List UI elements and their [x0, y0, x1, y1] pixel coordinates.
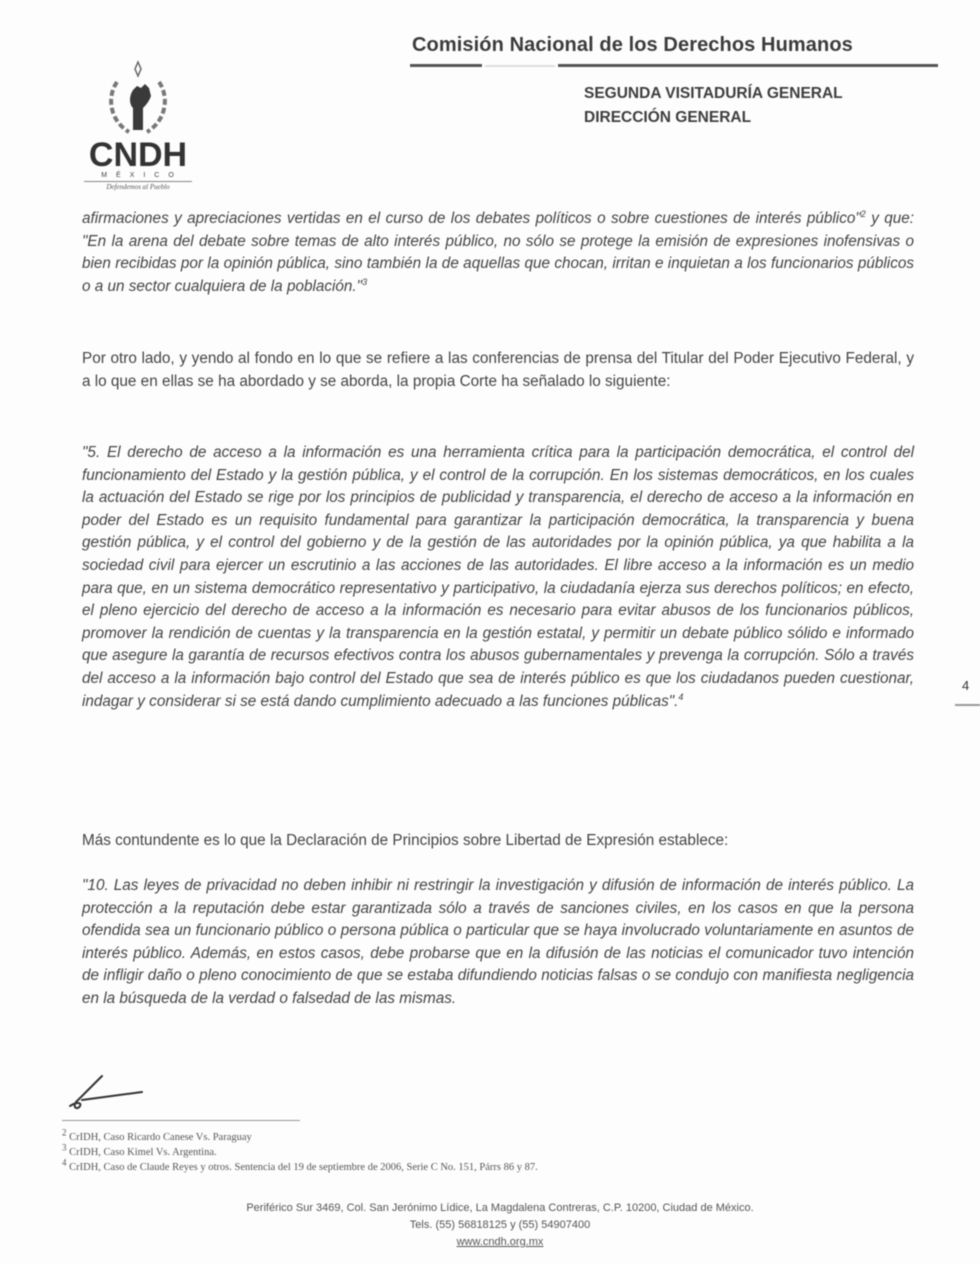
logo-acronym: CNDH [88, 136, 188, 174]
raised-fist-emblem-icon [103, 60, 173, 138]
header-divider [485, 65, 555, 67]
header-divider [410, 64, 482, 67]
organization-title: Comisión Nacional de los Derechos Humanos [412, 34, 853, 56]
footer-website-link[interactable]: www.cndh.org.mx [456, 1236, 544, 1248]
paragraph-declaration-intro: Más contundente es lo que la Declaración de Principios sobre Libertad de Expresión establece: [82, 832, 729, 849]
cndh-logo [76, 60, 200, 210]
page-number: 4 [962, 678, 970, 693]
paragraph-declaration-quote: "10. Las leyes de privacidad no deben inhibir ni restringir la investigación y difusión de información de interés público. La protección a la reputación debe estar garantizada sólo a través de sanciones civiles, en los casos en que la persona ofendida sea un funcionario público o persona pública o particular que se haya involucrado voluntariamente en asuntos de interés público. Además, en estos casos, debe probarse que en la difusión de las noticias el comunicador tuvo intención de infligir daño o pleno conocimiento de que se estaba difundiendo noticias falsas o se condujo con manifiesta negligencia en la búsqueda de la verdad o falsedad de las mismas. [82, 877, 914, 1007]
logo-country: MÉXICO [101, 172, 183, 179]
page-number-rule [955, 704, 980, 706]
footnote: $^4$ CrIDH, Caso de Claude Reyes y otros. Sentencia del 19 de septiembre de 2006, Serie C No. 151, Párrs 86 y 87. [62, 1157, 538, 1173]
page-footer [150, 1200, 850, 1251]
footnote: $^2$ CrIDH, Caso Ricardo Canese Vs. Paraguay [62, 1127, 252, 1143]
footnote: $^3$ CrIDH, Caso Kimel Vs. Argentina. [62, 1142, 217, 1158]
logo-tagline: Defendemos al Pueblo [84, 181, 192, 191]
footnote-ref: 2 [860, 208, 866, 219]
footer-phones: Tels. (55) 56818125 y (55) 54907400 [409, 1219, 591, 1231]
footnote-ref: 4 [678, 691, 684, 702]
footnote-divider [62, 1120, 300, 1121]
department-line-1: SEGUNDA VISITADURÍA GENERAL [584, 85, 843, 102]
footnotes [62, 1127, 538, 1175]
department-heading [584, 82, 843, 130]
footnote-ref: 3 [362, 276, 368, 287]
department-line-2: DIRECCIÓN GENERAL [584, 109, 752, 126]
header-divider [558, 64, 938, 67]
paragraph-court-quote: "5. El derecho de acceso a la información es una herramienta crítica para la participación democrática, el control del funcionamiento del Estado y la gestión pública, y el control de la corrupción. En los sistemas democráticos, en los cuales la actuación del Estado se rige por los principios de publicidad y transparencia, el derecho de acceso a la información en poder del Estado es un requisito fundamental para garantizar la participación democrática, la transparencia y buena gestión pública, y el control del gobierno y de la gestión de las autoridades por la opinión pública, ya que habilita a la sociedad civil para ejercer un escrutinio a las acciones de las autoridades. El libre acceso a la información es un medio para que, en un sistema democrático representativo y participativo, la ciudadanía ejerza sus derechos políticos; en efecto, el pleno ejercicio del derecho de acceso a la información es necesario para evitar abusos de los funcionarios públicos, promover la rendición de cuentas y la transparencia en la gestión estatal, y permitir un debate público sólido e informado que asegure la garantía de recursos efectivos contra los abusos gubernamentales y prevenga la corrupción. Sólo a través del acceso a la información bajo control del Estado que sea de interés público es que los ciudadanos pueden cuestionar, indagar y considerar si se está dando cumplimiento adecuado a las funciones públicas".$^4$ [82, 444, 914, 710]
paragraph-intro: Por otro lado, y yendo al fondo en lo que se refiere a las conferencias de prensa del Titular del Poder Ejecutivo Federal, y a lo que en ellas se ha abordado y se aborda, la propia Corte ha señalado lo siguiente: [82, 350, 914, 390]
signature-initial-icon [66, 1072, 146, 1112]
footer-address: Periférico Sur 3469, Col. San Jerónimo Lídice, La Magdalena Contreras, C.P. 10200, Ciudad de México. [246, 1202, 754, 1214]
paragraph-quote-continuation: afirmaciones y apreciaciones vertidas en el curso de los debates políticos o sobre cuestiones de interés público"$^2$ y que: "En la arena del debate sobre temas de alto interés público, no sólo se protege la emisión de expresiones inofensivas o bien recibidas por la opinión pública, sino también la de aquellas que chocan, irritan e inquietan a los funcionarios públicos o a un sector cualquiera de la población."$^3$ [82, 208, 915, 295]
